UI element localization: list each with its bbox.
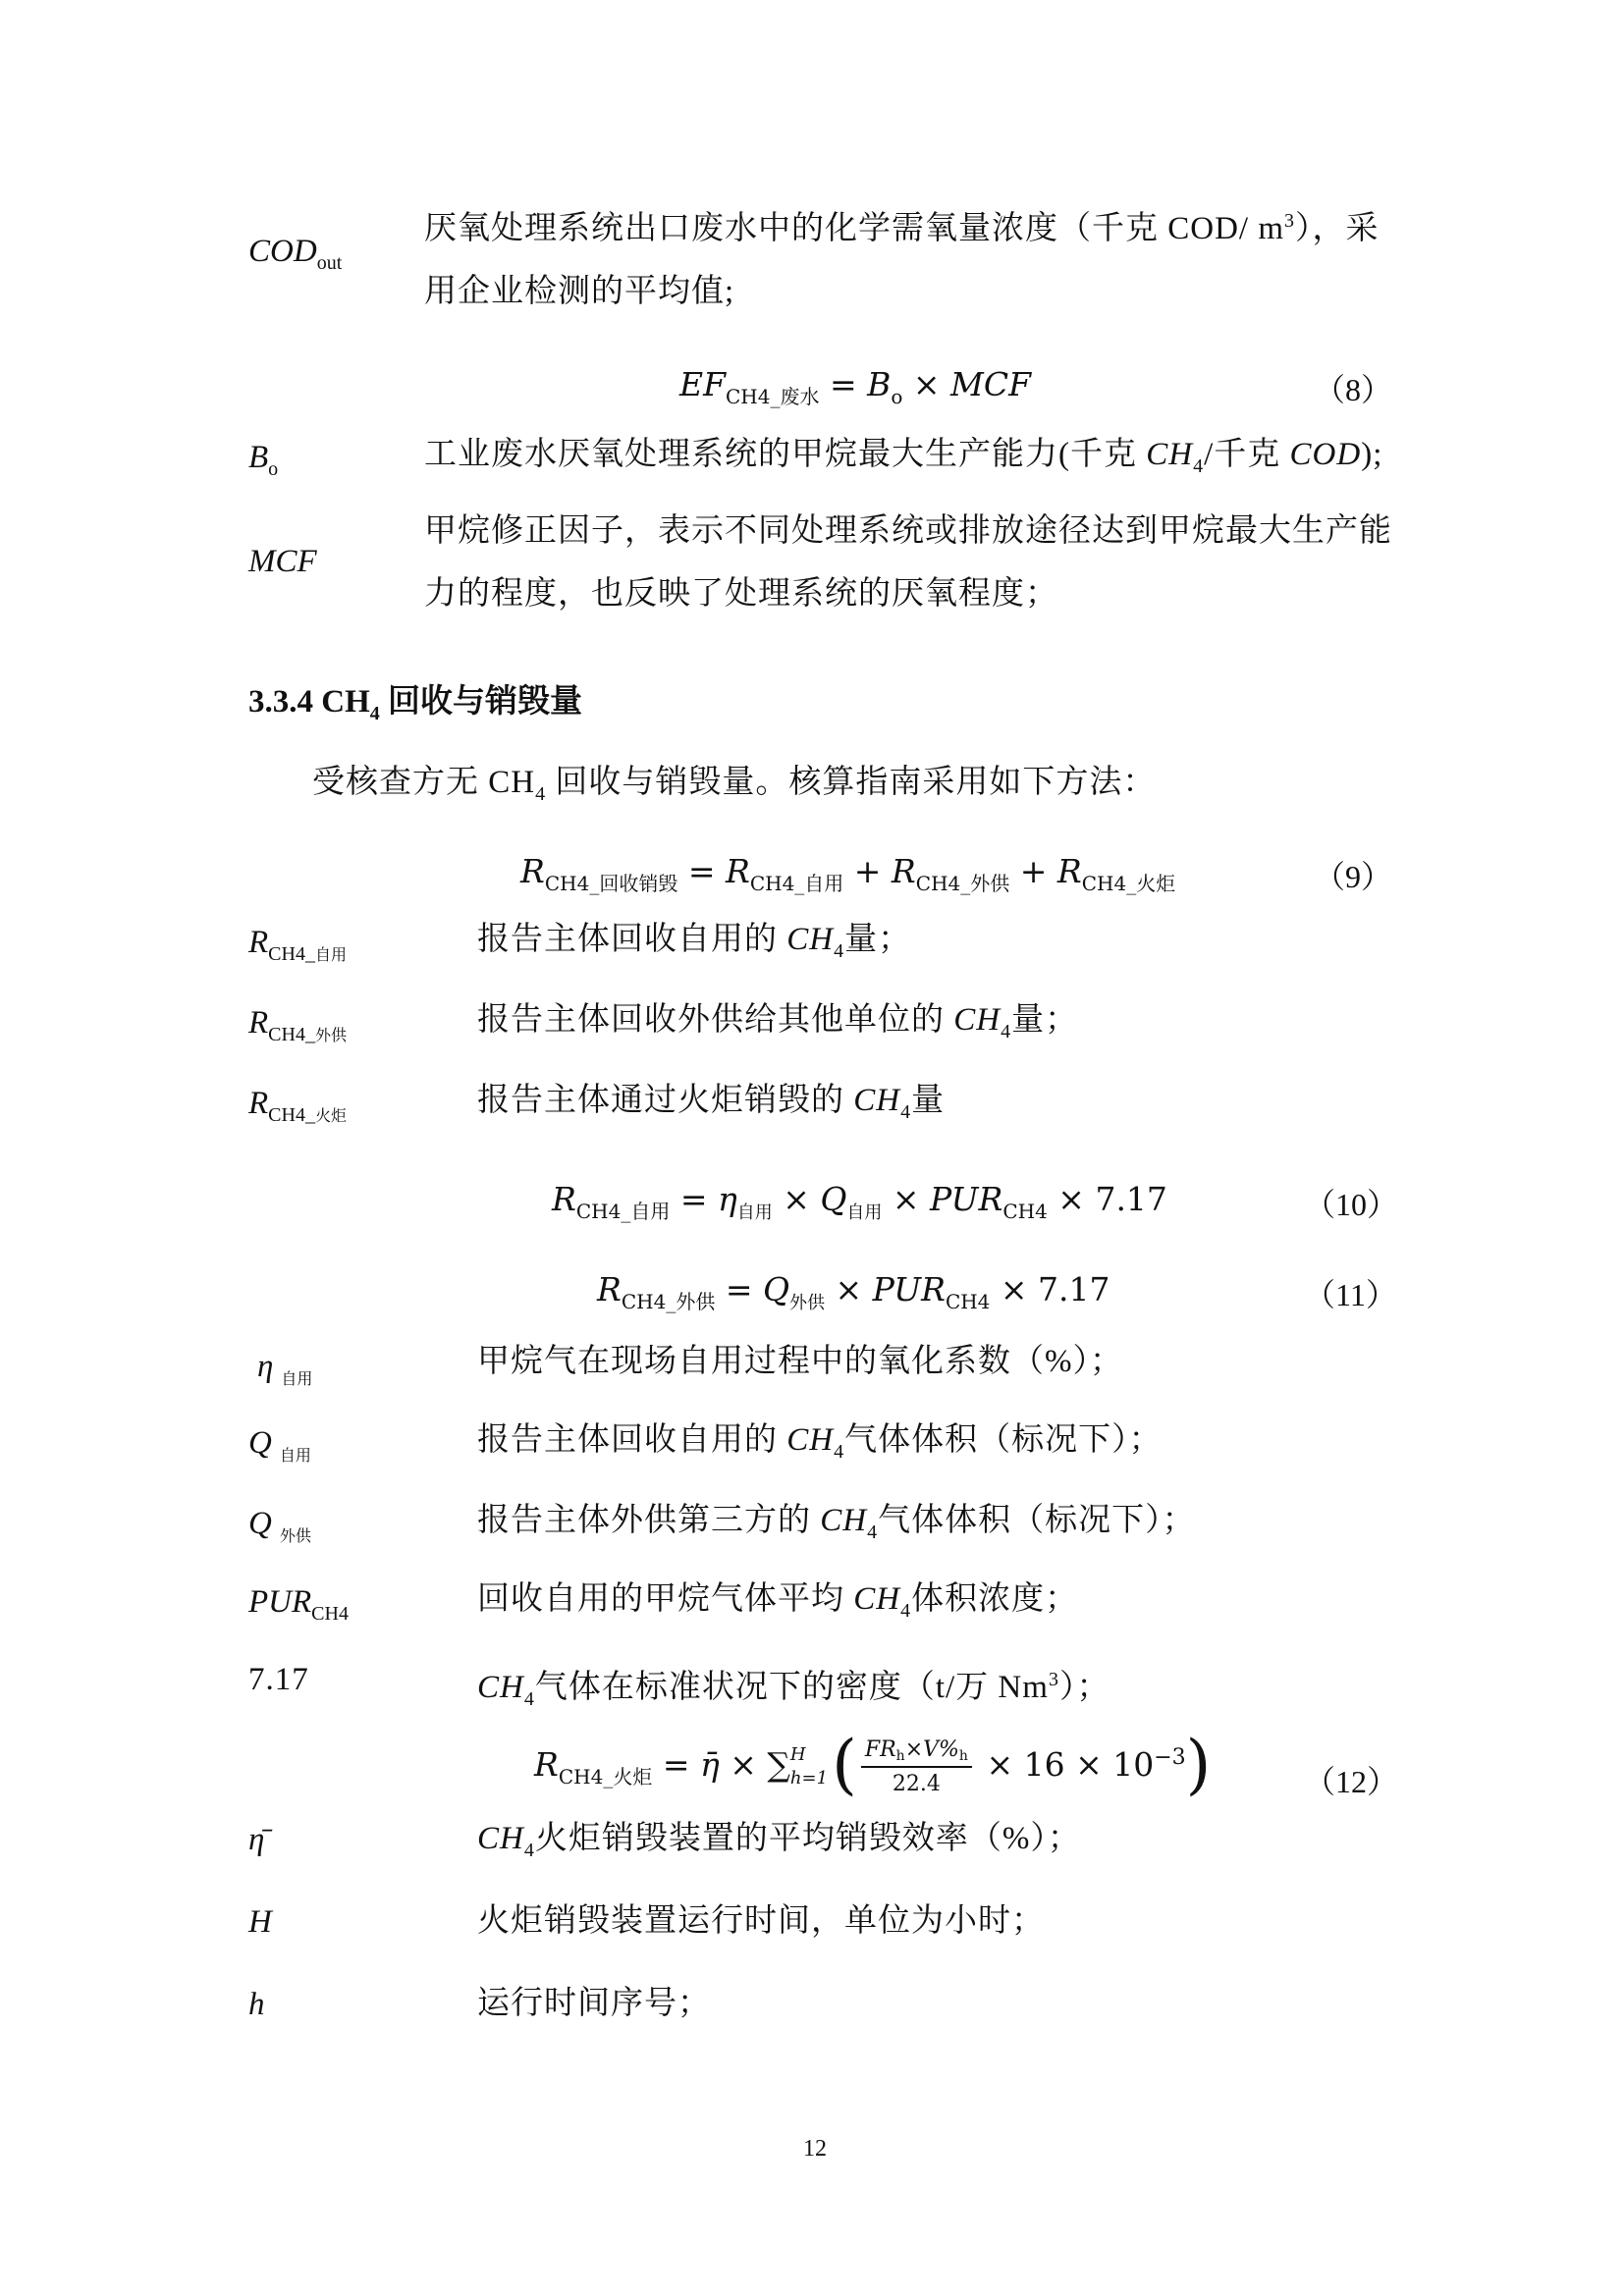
equation-8: $EF_{CH4\_废水} = B_o$ × MCF (679, 365, 1031, 408)
symbol-q-self-use: Q $_{自用}$ (248, 1425, 311, 1465)
def-density-constant: $CH_4$气体在标准状况下的密度（t/万 Nm$^3$）； (477, 1669, 1110, 1710)
intro-paragraph: 受核查方无 $CH_4$ 回收与销毁量。核算指南采用如下方法： (312, 765, 1157, 805)
def-r-ch4-self-use: 报告主体回收自用的 $CH_4$量； (477, 922, 912, 962)
page-number: 12 (803, 2136, 827, 2162)
equation-10: $R_{CH4\_自用} = \eta_{自用} \times Q_{自用} \times PUR_{CH4} \times 7.17$ (552, 1180, 1167, 1223)
def-eta-self-use: 甲烷气在现场自用过程中的氧化系数（%）； (477, 1344, 1123, 1379)
equation-12-number: （12） (1304, 1764, 1399, 1799)
symbol-h-lower: h (248, 1987, 265, 2022)
symbol-eta-self-use: η $_{自用}$ (257, 1349, 313, 1388)
bo-description: 工业废水厌氧处理系统的甲烷最大生产能力(千克 $CH_4/$千克 COD); (424, 437, 1383, 477)
def-r-ch4-external-supply: 报告主体回收外供给其他单位的 $CH_4$量； (477, 1002, 1079, 1042)
equation-8-number: （8） (1314, 372, 1393, 407)
section-heading: 3.3.4 $CH_4$ 回收与销毁量 (248, 684, 582, 724)
def-q-self-use: 报告主体回收自用的 $CH_4$气体体积（标况下）； (477, 1422, 1163, 1463)
symbol-density-constant: 7.17 (248, 1662, 309, 1697)
symbol-q-external-supply: Q $_{外供}$ (248, 1506, 311, 1545)
def-eta-bar: $CH_4$火炬销毁装置的平均销毁效率（%）； (477, 1821, 1081, 1861)
symbol-r-ch4-self-use: $R_{CH4\_自用}$ (248, 925, 347, 965)
cod-out-description: 厌氧处理系统出口废水中的化学需氧量浓度（千克 COD/ $m^3$），采 用企业检测的平均值; (424, 210, 1380, 309)
equation-11-number: （11） (1304, 1277, 1397, 1312)
symbol-pur-ch4: $PUR_{CH4}$ (248, 1584, 349, 1625)
symbol-r-ch4-flare: $R_{CH4\_火炬}$ (248, 1086, 347, 1126)
def-r-ch4-flare: 报告主体通过火炬销毁的 $CH_4$量 (477, 1083, 946, 1123)
symbol-cod-out: $COD_{out}$ (248, 234, 343, 274)
symbol-r-ch4-external-supply: $R_{CH4\_外供}$ (248, 1005, 347, 1045)
symbol-h-upper: H (248, 1904, 272, 1940)
equation-11: $R_{CH4\_外供} = Q_{外供} \times PUR_{CH4} \times 7.17$ (597, 1270, 1110, 1313)
equation-12: $R_{CH4\_火炬}$ = η̄ × ∑ H h=1 ( $\frac{FR_h\times V\%_h}{22.4}$ × $16 \times 10^{-3}$) (534, 1727, 1212, 1802)
def-h-lower: 运行时间序号； (477, 1986, 711, 2021)
mcf-description: 甲烷修正因子，表示不同处理系统或排放途径达到甲烷最大生产能 力的程度，也反映了处理系统的厌氧程度； (424, 513, 1392, 612)
symbol-eta-bar: η̄ (248, 1822, 265, 1857)
def-pur-ch4: 回收自用的甲烷气体平均 $CH_4$体积浓度； (477, 1581, 1079, 1622)
symbol-bo: $B_o$ (248, 440, 279, 480)
def-h-upper: 火炬销毁装置运行时间，单位为小时； (477, 1903, 1045, 1939)
def-q-external-supply: 报告主体外供第三方的 $CH_4$气体体积（标况下）； (477, 1503, 1196, 1543)
equation-9: $R_{CH4\_回收销毁} = R_{CH4\_自用} + R_{CH4\_外供} + R_{CH4\_火炬}$ (520, 852, 1176, 895)
equation-10-number: （10） (1304, 1187, 1399, 1222)
symbol-mcf: MCF (248, 544, 317, 579)
equation-9-number: （9） (1314, 859, 1393, 894)
